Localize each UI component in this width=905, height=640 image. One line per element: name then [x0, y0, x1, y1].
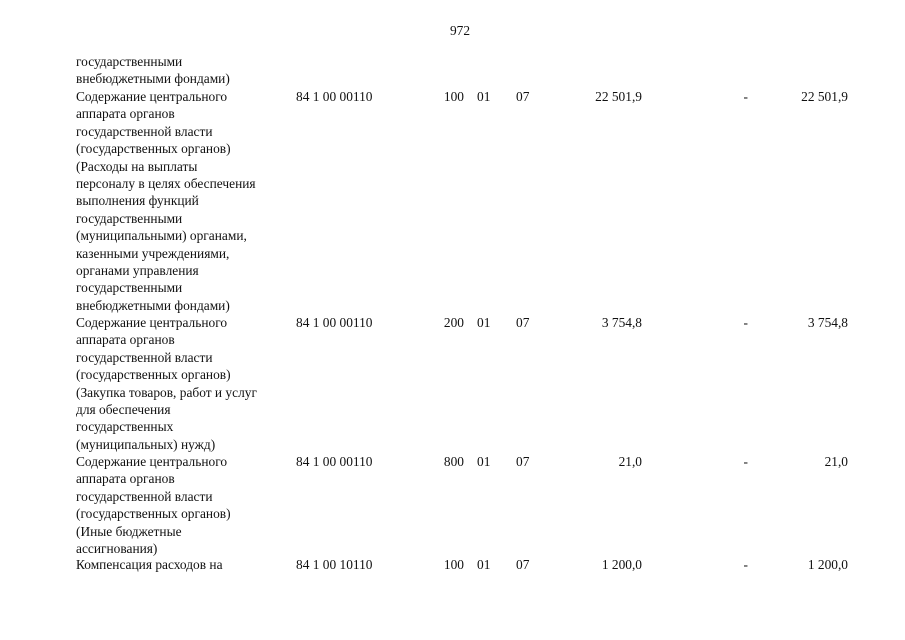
- row-target-code: 84 1 00 00110: [296, 89, 373, 104]
- row-amount: 21,0: [618, 454, 642, 469]
- row-change: -: [743, 557, 748, 572]
- row-description: Компенсация расходов на: [76, 557, 223, 572]
- row-change: -: [743, 89, 748, 104]
- row-amount: 22 501,9: [595, 89, 642, 104]
- row-subsection: 07: [516, 454, 530, 469]
- row-change: -: [743, 454, 748, 469]
- row-total: 22 501,9: [801, 89, 848, 104]
- row-description: Содержание центрального аппарата органов государственной власти (государственных органов) (Иные бюджетные ассигнования): [76, 454, 231, 557]
- row-total: 1 200,0: [807, 557, 848, 572]
- row-expense-type: 100: [443, 557, 464, 572]
- row-section: 01: [477, 315, 491, 330]
- row-description: Содержание центрального аппарата органов государственной власти (государственных органов) (Закупка товаров, работ и услуг для обеспечения государственных (муниципальных) нужд): [76, 315, 257, 452]
- row-amount: 3 754,8: [601, 315, 642, 330]
- row-amount: 1 200,0: [601, 557, 642, 572]
- row-description: Содержание центрального аппарата органов государственной власти (государственных органов) (Расходы на выплаты персоналу в целях обеспечения выполнения функций государственными (муниципальными) органами, казенными учреждениями, органами управления государственными внебюджетными фондами): [76, 89, 256, 313]
- row-section: 01: [477, 89, 491, 104]
- row-target-code: 84 1 00 00110: [296, 315, 373, 330]
- row-expense-type: 100: [443, 89, 464, 104]
- row-target-code: 84 1 00 00110: [296, 454, 373, 469]
- row-change: -: [743, 315, 748, 330]
- row-total: 21,0: [824, 454, 848, 469]
- row-target-code: 84 1 00 10110: [296, 557, 373, 572]
- row-subsection: 07: [516, 315, 530, 330]
- row-expense-type: 800: [443, 454, 464, 469]
- page-number: 972: [449, 23, 471, 38]
- row-section: 01: [477, 454, 491, 469]
- row-section: 01: [477, 557, 491, 572]
- row-total: 3 754,8: [807, 315, 848, 330]
- row-subsection: 07: [516, 557, 530, 572]
- row-subsection: 07: [516, 89, 530, 104]
- row-expense-type: 200: [443, 315, 464, 330]
- continued-description: государственными внебюджетными фондами): [76, 54, 230, 87]
